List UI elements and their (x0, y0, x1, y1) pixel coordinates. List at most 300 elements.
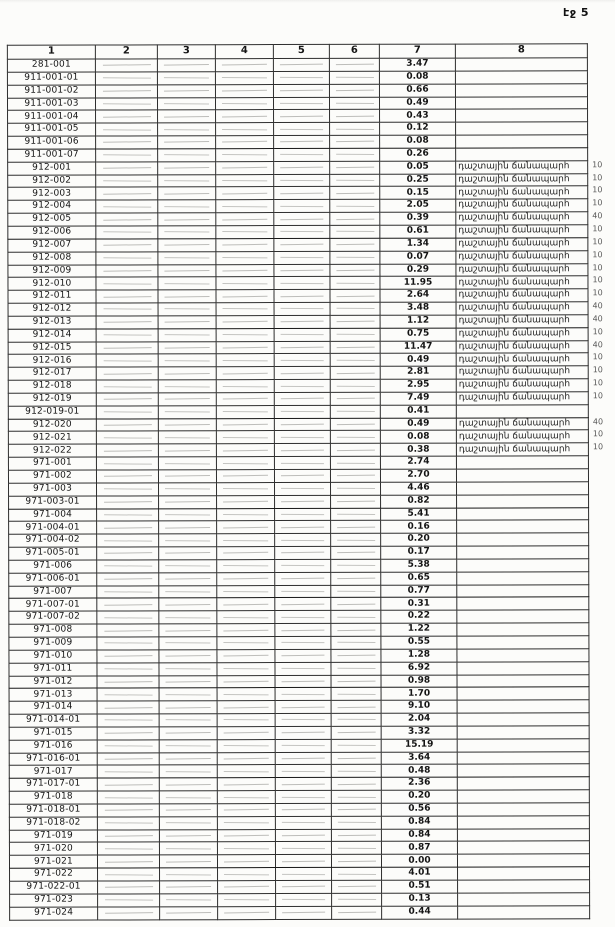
value-cell: 1.34 (380, 238, 456, 251)
empty-cell-dash (223, 540, 268, 541)
empty-cell (217, 521, 275, 534)
empty-cell-dash (337, 475, 375, 477)
empty-cell-dash (281, 270, 324, 272)
empty-cell (275, 611, 331, 624)
value-cell: 0.22 (381, 610, 457, 623)
empty-cell-dash (224, 617, 269, 618)
empty-cell (158, 444, 216, 457)
empty-cell (217, 624, 275, 637)
empty-cell-dash (166, 617, 211, 618)
note-cell: դաշտային ճանապարհ 10 (456, 289, 588, 302)
empty-cell (217, 637, 275, 650)
empty-cell-dash (336, 167, 374, 169)
empty-cell (331, 739, 381, 752)
empty-cell (216, 431, 274, 444)
empty-cell (159, 534, 217, 547)
table-body (7, 58, 604, 921)
empty-cell-dash (280, 154, 323, 155)
empty-cell (274, 354, 330, 367)
empty-cell-dash (280, 167, 323, 169)
empty-cell-dash (224, 886, 269, 888)
empty-cell (330, 469, 380, 482)
page-edge-mark: 10 (592, 391, 603, 401)
note-cell (457, 713, 589, 726)
page-edge-mark: 10 (592, 262, 603, 272)
empty-cell (217, 778, 275, 791)
note-cell (456, 122, 588, 135)
value-cell: 0.77 (381, 585, 457, 598)
empty-cell-dash (166, 835, 211, 837)
empty-cell-dash (337, 732, 375, 734)
empty-cell-dash (224, 912, 269, 914)
value-cell: 0.08 (379, 71, 455, 84)
page-edge-mark: 10 (592, 365, 603, 375)
empty-cell-dash (336, 244, 374, 246)
empty-cell-dash (224, 706, 269, 708)
empty-cell (331, 495, 381, 508)
empty-cell-dash (103, 90, 151, 92)
empty-cell-dash (336, 90, 374, 92)
empty-cell (331, 688, 381, 701)
note-cell (457, 661, 589, 674)
empty-cell-dash (281, 604, 324, 606)
empty-cell-dash (165, 398, 210, 400)
empty-cell (331, 546, 381, 559)
empty-cell-dash (104, 758, 152, 760)
empty-cell (217, 688, 275, 701)
empty-cell (217, 649, 275, 662)
empty-cell (275, 739, 331, 752)
value-cell: 2.74 (380, 456, 456, 469)
empty-cell (275, 624, 331, 637)
empty-cell (218, 893, 276, 906)
value-cell: 5.38 (381, 559, 457, 572)
empty-cell (275, 713, 331, 726)
empty-cell-dash (103, 321, 151, 323)
empty-cell-dash (166, 758, 211, 760)
empty-cell-dash (224, 822, 269, 823)
empty-cell-dash (166, 591, 211, 592)
empty-cell (216, 341, 274, 354)
empty-cell-dash (337, 822, 375, 823)
empty-cell (273, 84, 329, 97)
note-cell (457, 790, 589, 803)
empty-cell-dash (224, 758, 269, 760)
empty-cell (216, 136, 274, 149)
code-cell: 971-024 (10, 907, 98, 921)
empty-cell (98, 881, 160, 894)
empty-cell (275, 649, 331, 662)
empty-cell (97, 842, 159, 855)
note-cell: դաշտային ճանապարհ 10 (456, 327, 588, 340)
empty-cell (331, 585, 381, 598)
note-cell: դաշտային ճանապարհ 40 (456, 302, 588, 315)
empty-cell (97, 804, 159, 817)
empty-cell-dash (224, 771, 269, 772)
note-cell (456, 148, 588, 161)
empty-cell (96, 162, 158, 175)
empty-cell (274, 110, 330, 123)
empty-cell (159, 585, 217, 598)
empty-cell-dash (166, 681, 211, 683)
value-cell: 2.05 (380, 199, 456, 212)
code-cell: 912-015 (8, 342, 96, 355)
value-cell: 0.12 (380, 122, 456, 135)
empty-cell-dash (337, 449, 375, 451)
empty-cell-dash (166, 694, 211, 695)
empty-cell-dash (337, 809, 375, 811)
code-cell: 971-005-01 (9, 547, 97, 560)
note-cell (457, 610, 589, 623)
empty-cell-dash (223, 527, 268, 529)
empty-cell-dash (165, 475, 210, 477)
empty-cell (274, 187, 330, 200)
empty-cell (273, 97, 329, 110)
note-cell (457, 687, 589, 700)
empty-cell-dash (166, 732, 211, 734)
table-row (10, 905, 590, 920)
empty-cell (159, 495, 217, 508)
empty-cell (275, 778, 331, 791)
value-cell: 9.10 (381, 700, 457, 713)
empty-cell (96, 277, 158, 290)
empty-cell (157, 59, 215, 72)
empty-cell-dash (337, 783, 375, 785)
empty-cell-dash (165, 321, 210, 323)
empty-cell-dash (280, 257, 323, 258)
empty-cell-dash (103, 450, 151, 452)
empty-cell (217, 855, 275, 868)
empty-cell (97, 483, 159, 496)
value-cell: 0.51 (382, 880, 458, 893)
empty-cell (97, 675, 159, 688)
column-header-5: 5 (273, 44, 329, 58)
empty-cell (274, 174, 330, 187)
empty-cell (158, 341, 216, 354)
code-cell: 971-017-01 (9, 778, 97, 791)
empty-cell-dash (280, 180, 323, 181)
page-edge-mark: 10 (592, 198, 603, 208)
empty-cell-dash (166, 745, 211, 746)
empty-cell-dash (165, 463, 210, 464)
empty-cell (331, 662, 381, 675)
empty-cell (97, 714, 159, 727)
empty-cell-dash (103, 206, 151, 207)
value-cell: 0.55 (381, 636, 457, 649)
code-cell: 912-013 (8, 316, 96, 329)
empty-cell-dash (281, 321, 324, 323)
empty-cell-dash (103, 334, 151, 335)
empty-cell-dash (281, 488, 324, 489)
empty-cell-dash (103, 398, 151, 400)
empty-cell-dash (282, 912, 325, 914)
empty-cell-dash (224, 796, 269, 797)
empty-cell (330, 405, 380, 418)
empty-cell-dash (337, 655, 375, 657)
code-cell: 971-003-01 (9, 496, 97, 509)
empty-cell (217, 559, 275, 572)
empty-cell (215, 97, 273, 110)
empty-cell (97, 598, 159, 611)
empty-cell (158, 149, 216, 162)
empty-cell-dash (336, 103, 374, 104)
empty-cell (97, 637, 159, 650)
empty-cell (97, 765, 159, 778)
note-cell: դաշտային ճանապարհ 40 (456, 315, 588, 328)
empty-cell (331, 726, 381, 739)
empty-cell (159, 598, 217, 611)
page-edge-mark: 10 (592, 442, 604, 452)
code-cell: 281-001 (7, 59, 95, 72)
empty-cell-dash (104, 553, 152, 555)
empty-cell (160, 894, 218, 907)
code-cell: 971-014 (9, 701, 97, 714)
code-cell: 911-001-03 (7, 98, 95, 111)
note-cell (456, 469, 588, 482)
empty-cell (159, 791, 217, 804)
empty-cell-dash (282, 771, 325, 772)
page-edge-mark: 10 (592, 288, 603, 298)
empty-cell-dash (165, 565, 210, 566)
empty-cell (275, 482, 331, 495)
empty-cell-dash (336, 269, 374, 271)
empty-cell (331, 534, 381, 547)
empty-cell-dash (105, 874, 153, 875)
empty-cell (331, 790, 381, 803)
note-cell: դաշտային ճանապարհ 10 (456, 173, 588, 186)
note-cell (457, 623, 589, 636)
empty-cell-dash (282, 886, 325, 888)
empty-cell-dash (103, 257, 151, 258)
code-cell: 971-011 (9, 663, 97, 676)
value-cell: 0.49 (380, 353, 456, 366)
empty-cell-dash (222, 64, 267, 66)
empty-cell-dash (223, 398, 268, 400)
empty-cell-dash (223, 360, 268, 361)
empty-cell (97, 855, 159, 868)
empty-cell (216, 303, 274, 316)
empty-cell-dash (165, 540, 210, 541)
empty-cell (216, 444, 274, 457)
empty-cell-dash (336, 398, 374, 400)
empty-cell-dash (104, 707, 152, 709)
empty-cell-dash (164, 103, 209, 104)
note-cell (455, 96, 587, 109)
code-cell: 971-002 (8, 470, 96, 483)
empty-cell (330, 251, 380, 264)
empty-cell (275, 855, 331, 868)
empty-cell-dash (337, 719, 375, 720)
empty-cell-dash (281, 385, 324, 386)
empty-cell-dash (104, 630, 152, 632)
empty-cell-dash (166, 797, 211, 798)
empty-cell (95, 59, 157, 72)
empty-cell-dash (103, 347, 151, 349)
empty-cell (216, 277, 274, 290)
empty-cell (216, 251, 274, 264)
empty-cell-dash (337, 680, 375, 682)
code-cell: 971-007 (9, 586, 97, 599)
empty-cell-dash (223, 578, 268, 580)
note-cell (457, 700, 589, 713)
empty-cell (332, 867, 382, 880)
page-edge-mark: 10 (592, 185, 603, 195)
empty-cell (158, 418, 216, 431)
note-cell (457, 584, 589, 597)
empty-cell (217, 803, 275, 816)
empty-cell-dash (222, 129, 267, 130)
page-edge-mark: 10 (592, 326, 603, 336)
empty-cell (274, 225, 330, 238)
page-edge-mark: 10 (592, 159, 603, 169)
empty-cell (97, 650, 159, 663)
empty-cell-dash (224, 719, 269, 720)
code-cell: 912-017 (8, 367, 96, 380)
note-cell: դաշտային ճանապարհ 40 (456, 212, 588, 225)
empty-cell-dash (104, 809, 152, 811)
empty-cell-dash (224, 694, 269, 695)
empty-cell-dash (281, 462, 324, 463)
empty-cell-dash (281, 449, 324, 451)
empty-cell-dash (281, 514, 324, 515)
empty-cell-dash (282, 783, 325, 785)
empty-cell-dash (224, 681, 269, 683)
empty-cell (97, 701, 159, 714)
empty-cell (331, 572, 381, 585)
column-header-8: 8 (455, 44, 587, 58)
value-cell: 3.32 (381, 726, 457, 739)
empty-cell (158, 328, 216, 341)
empty-cell (274, 457, 330, 470)
empty-cell-dash (164, 129, 209, 130)
empty-cell (330, 123, 380, 136)
empty-cell-dash (338, 835, 376, 837)
value-cell: 0.65 (381, 572, 457, 585)
empty-cell-dash (281, 501, 324, 503)
value-cell: 4.01 (382, 867, 458, 880)
empty-cell (330, 444, 380, 457)
table-header-row (7, 44, 587, 60)
empty-cell-dash (103, 309, 151, 310)
value-cell: 0.17 (381, 546, 457, 559)
empty-cell (331, 752, 381, 765)
note-cell (458, 880, 590, 893)
empty-cell-dash (282, 758, 325, 760)
empty-cell (216, 200, 274, 213)
column-header-4: 4 (215, 45, 273, 59)
empty-cell (215, 71, 273, 84)
column-header-1: 1 (7, 45, 95, 59)
empty-cell-dash (338, 873, 376, 874)
empty-cell (159, 778, 217, 791)
code-cell: 912-003 (8, 187, 96, 200)
value-cell: 0.26 (380, 148, 456, 161)
empty-cell (159, 508, 217, 521)
code-cell: 911-001-07 (8, 149, 96, 162)
empty-cell-dash (282, 809, 325, 811)
note-cell: դաշտային ճանապարհ 10 (456, 250, 588, 263)
code-cell: 971-001 (8, 457, 96, 470)
value-cell: 7.49 (380, 392, 456, 405)
note-cell (457, 494, 589, 507)
empty-cell-dash (166, 809, 211, 811)
empty-cell-dash (166, 899, 211, 900)
empty-cell-dash (104, 489, 152, 490)
note-cell (455, 71, 587, 84)
empty-cell-dash (223, 450, 268, 452)
empty-cell-dash (282, 860, 325, 862)
empty-cell-dash (280, 231, 323, 232)
value-cell: 0.00 (381, 854, 457, 867)
empty-cell (275, 521, 331, 534)
empty-cell-dash (165, 232, 210, 233)
code-cell: 911-001-02 (7, 85, 95, 98)
empty-cell (96, 380, 158, 393)
value-cell: 0.31 (381, 598, 457, 611)
empty-cell (97, 663, 159, 676)
empty-cell (275, 675, 331, 688)
note-cell: դաշտային ճանապարհ 10 (456, 353, 588, 366)
empty-cell-dash (165, 437, 210, 438)
value-cell: 0.16 (381, 520, 457, 533)
empty-cell (275, 816, 331, 829)
empty-cell-dash (104, 527, 152, 529)
value-cell: 0.75 (380, 328, 456, 341)
empty-cell (217, 534, 275, 547)
note-cell (457, 726, 589, 739)
note-cell (457, 841, 589, 854)
empty-cell (332, 880, 382, 893)
value-cell: 2.64 (380, 289, 456, 302)
empty-cell (331, 829, 381, 842)
value-cell: 0.66 (379, 84, 455, 97)
empty-cell (96, 290, 158, 303)
empty-cell (96, 393, 158, 406)
empty-cell-dash (224, 783, 269, 785)
empty-cell (96, 200, 158, 213)
empty-cell-dash (164, 64, 209, 66)
empty-cell (216, 315, 274, 328)
empty-cell (96, 213, 158, 226)
empty-cell-dash (166, 643, 211, 644)
empty-cell-dash (338, 912, 376, 914)
empty-cell-dash (282, 835, 325, 837)
empty-cell-dash (336, 154, 374, 155)
empty-cell-dash (104, 501, 152, 503)
empty-cell (96, 341, 158, 354)
empty-cell (159, 624, 217, 637)
empty-cell (330, 379, 380, 392)
empty-cell (97, 791, 159, 804)
empty-cell (216, 238, 274, 251)
empty-cell-dash (165, 488, 210, 489)
empty-cell-dash (336, 218, 374, 220)
value-cell: 15.19 (381, 739, 457, 752)
empty-cell (216, 226, 274, 239)
empty-cell (95, 97, 157, 110)
empty-cell (159, 637, 217, 650)
empty-cell-dash (336, 424, 374, 426)
empty-cell-dash (165, 424, 210, 426)
empty-cell (329, 58, 379, 71)
note-cell (456, 405, 588, 418)
empty-cell (158, 200, 216, 213)
code-cell: 911-001-06 (8, 136, 96, 149)
empty-cell-dash (103, 103, 151, 104)
empty-cell (275, 791, 331, 804)
empty-cell-dash (103, 296, 151, 298)
note-cell: դաշտային ճանապարհ 10 (456, 430, 588, 443)
